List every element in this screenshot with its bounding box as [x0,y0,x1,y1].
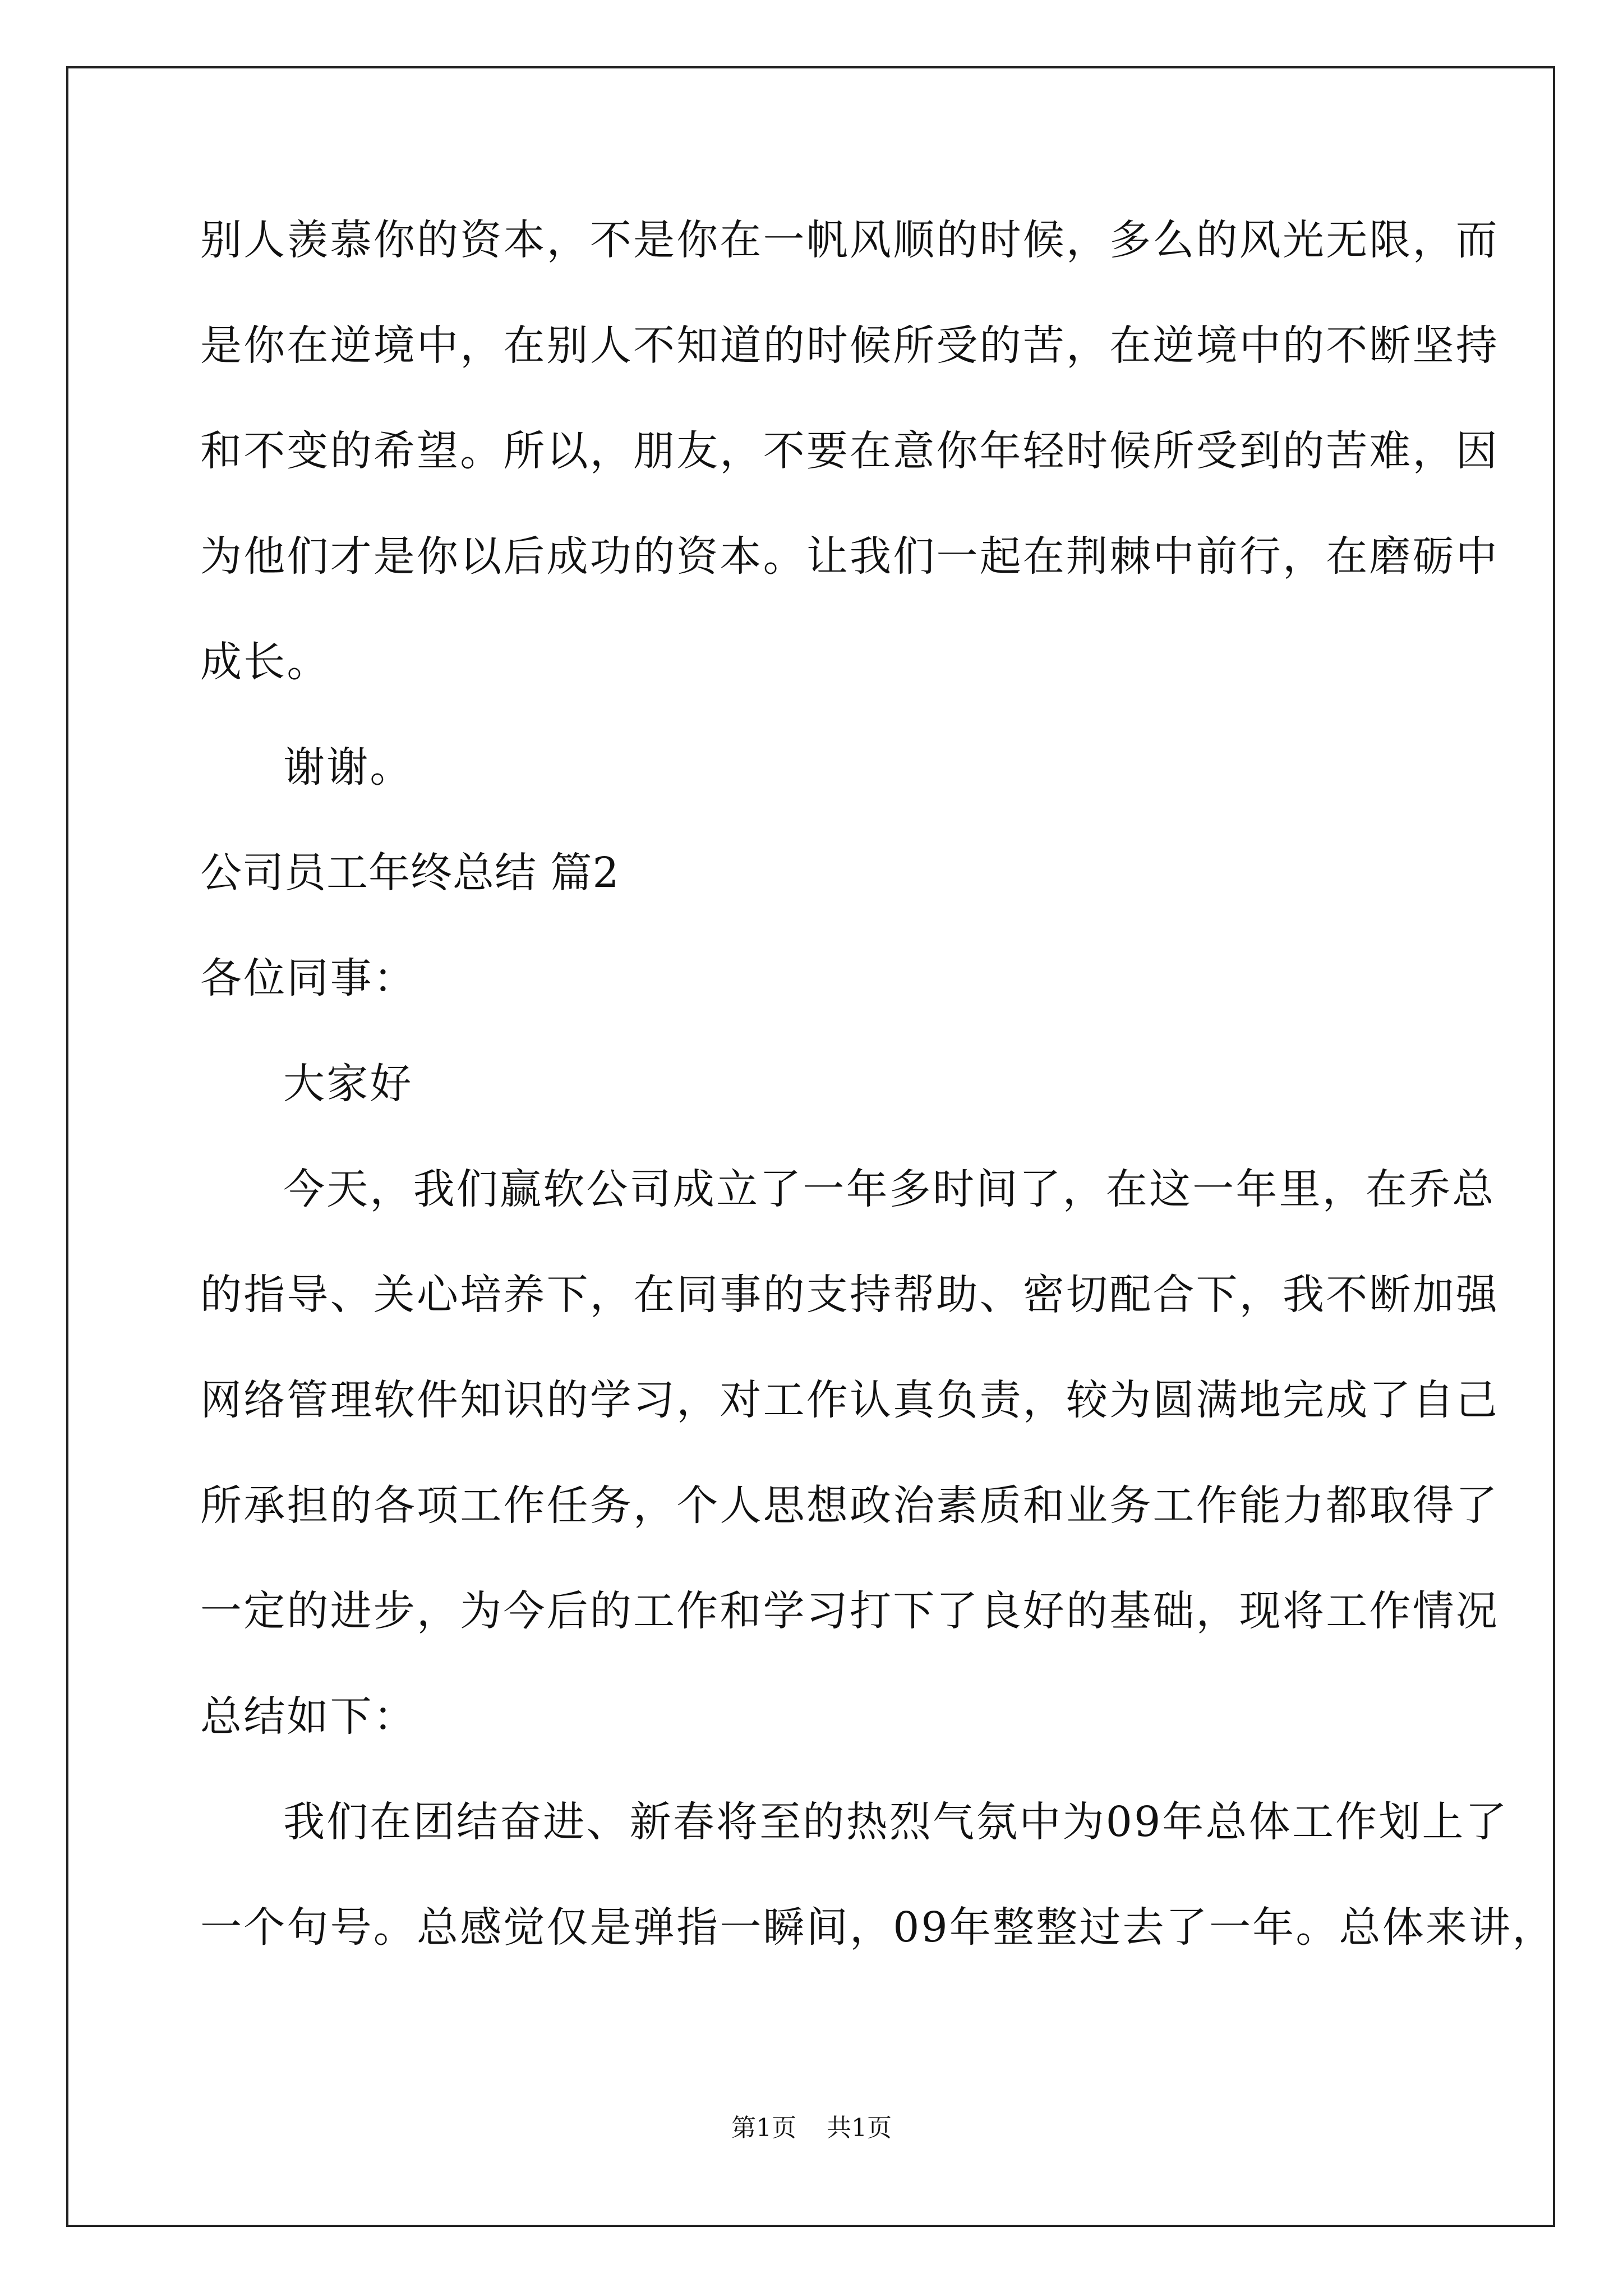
text-line: 别人羡慕你的资本，不是你在一帆风顺的时候，多么的风光无限，而 [200,216,1499,264]
text-line: 所承担的各项工作任务，个人思想政治素质和业务工作能力都取得了 [200,1481,1499,1530]
text-line: 网络管理软件知识的学习，对工作认真负责，较为圆满地完成了自己 [200,1376,1499,1424]
page-total: 共1页 [827,2114,892,2142]
text-line: 成长。 [200,638,330,686]
text-line: 一个句号。总感觉仅是弹指一瞬间，09年整整过去了一年。总体来讲， [200,1903,1556,1952]
page-number: 第1页 [731,2114,796,2142]
text-line: 总结如下： [200,1692,417,1741]
text-line: 为他们才是你以后成功的资本。让我们一起在荆棘中前行，在磨砺中 [200,532,1499,581]
text-line: 是你在逆境中，在别人不知道的时候所受的苦，在逆境中的不断坚持 [200,321,1499,370]
text-line: 一定的进步，为今后的工作和学习打下了良好的基础，现将工作情况 [200,1587,1499,1635]
page-footer [0,2113,1623,2144]
text-line: 的指导、关心培养下，在同事的支持帮助、密切配合下，我不断加强 [200,1271,1499,1319]
section-heading: 公司员工年终总结 篇2 [200,849,620,897]
text-line: 谢谢。 [283,743,413,792]
document-body [200,213,1556,2006]
text-line: 和不变的希望。所以，朋友，不要在意你年轻时候所受到的苦难，因 [200,427,1499,475]
text-line: 我们在团结奋进、新春将至的热烈气氛中为09年总体工作划上了 [283,1798,1509,1846]
salutation: 各位同事： [200,954,417,1002]
greeting: 大家好 [283,1060,413,1108]
text-line: 今天，我们赢软公司成立了一年多时间了，在这一年里，在乔总 [283,1165,1496,1213]
